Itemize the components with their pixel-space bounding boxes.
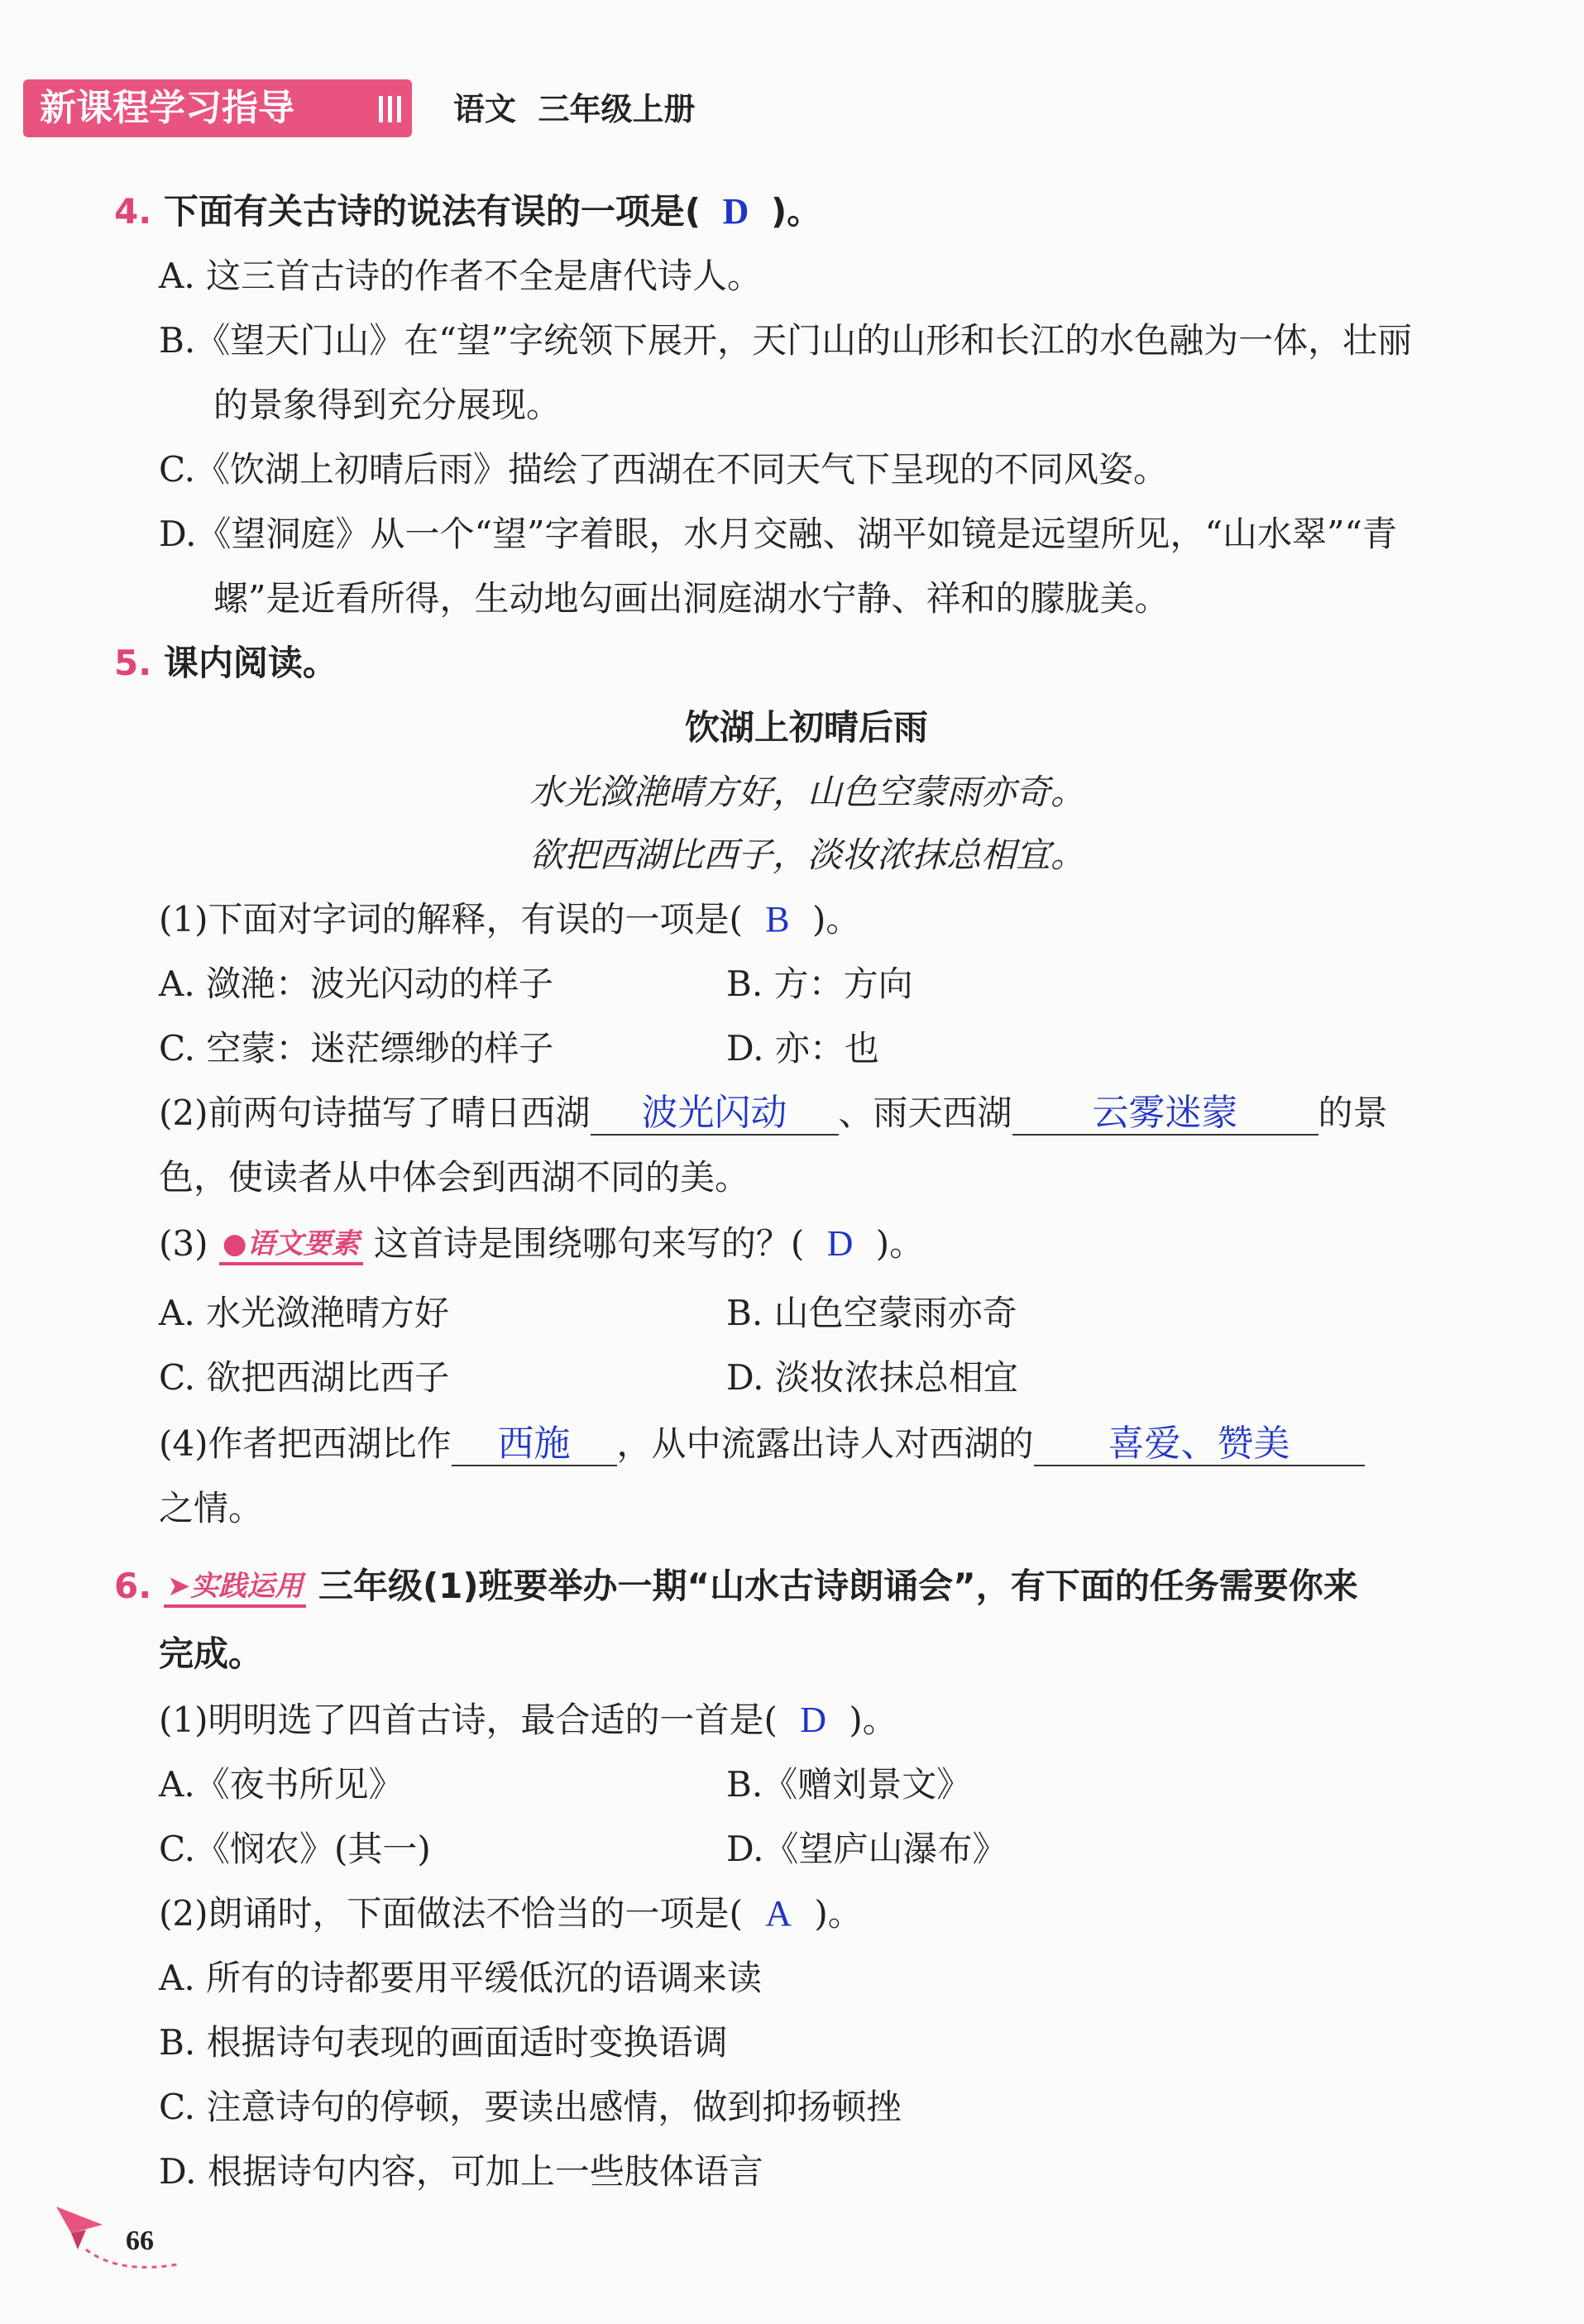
sub-question-text-mid: 、雨天西湖 [838, 1093, 1012, 1133]
badge-label: 语文要素 [246, 1227, 360, 1260]
header-subject: 语文 三年级上册 [453, 91, 696, 127]
sub-question-end: )。 [814, 1893, 863, 1934]
sub-question-2 [159, 1090, 1388, 1136]
sub-question-4-continued: 之情。 [159, 1488, 264, 1528]
blank-answer: 西施 [497, 1423, 571, 1464]
answer-mark: A [765, 1893, 792, 1934]
option-d: D. 亦：也 [726, 1028, 879, 1069]
option-b: B. 山色空蒙雨亦奇 [726, 1293, 1017, 1333]
answer-mark: D [722, 191, 749, 232]
sub-question-3 [159, 1221, 924, 1267]
answer-mark: B [765, 899, 790, 940]
question-number: 5. [114, 643, 152, 683]
question-number: 6. [114, 1566, 152, 1606]
question-stem-end: )。 [771, 191, 822, 232]
option-b: B.《望天门山》在“望”字统领下展开，天门山的山形和长江的水色融为一体，壮丽 [159, 320, 1413, 361]
option-d: D. 根据诗句内容，可加上一些肢体语言 [159, 2151, 763, 2192]
sub-question-text-end: 的景 [1318, 1093, 1388, 1133]
question-6-stem-continued: 完成。 [159, 1633, 264, 1674]
option-a: A. 潋滟：波光闪动的样子 [159, 964, 554, 1004]
header-banner-text: 新课程学习指导 [40, 87, 294, 129]
sub-question-text: (2)前两句诗描写了晴日西湖 [159, 1093, 591, 1133]
sub-question-text: (4)作者把西湖比作 [159, 1423, 452, 1464]
sub-question-2-continued: 色，使读者从中体会到西湖不同的美。 [159, 1157, 750, 1198]
option-b: B.《赠刘景文》 [726, 1764, 972, 1805]
option-d: D.《望庐山瀑布》 [726, 1829, 1007, 1869]
sub-question-end: )。 [849, 1700, 897, 1740]
page-number: 66 [126, 2226, 154, 2256]
sub-question-end: )。 [875, 1223, 925, 1264]
question-4-stem [114, 189, 821, 235]
fill-blank [1034, 1423, 1365, 1466]
blank-answer: 喜爱、赞美 [1108, 1423, 1290, 1464]
lightbulb-icon: ● [222, 1227, 247, 1260]
header-banner [23, 79, 412, 137]
fill-blank [1012, 1093, 1318, 1136]
sub-question-text: 这首诗是围绕哪句来写的？( [373, 1223, 805, 1264]
sub-question-text-mid: ，从中流露出诗人对西湖的 [616, 1423, 1034, 1464]
fill-blank [452, 1423, 617, 1466]
sub-question-prefix: (3) [159, 1223, 208, 1264]
poem-title: 饮湖上初晴后雨 [685, 707, 929, 748]
option-c: C. 空蒙：迷茫缥缈的样子 [159, 1028, 554, 1069]
poem-line-1: 水光潋滟晴方好，山色空蒙雨亦奇。 [529, 772, 1086, 812]
question-stem-text: 课内阅读。 [163, 643, 337, 683]
option-a: A. 水光潋滟晴方好 [159, 1293, 450, 1333]
option-c: C.《悯农》(其一) [159, 1829, 431, 1869]
blank-answer: 云雾迷蒙 [1092, 1093, 1238, 1133]
question-6-stem [114, 1563, 1358, 1609]
practice-badge [164, 1570, 307, 1608]
question-5-stem [114, 640, 337, 686]
blank-answer: 波光闪动 [641, 1093, 787, 1133]
banner-stripes-icon [377, 94, 404, 124]
sub-question-1 [159, 897, 860, 943]
chinese-element-badge [219, 1227, 363, 1265]
fill-blank [591, 1093, 839, 1136]
option-d-continued: 螺”是近看所得，生动地勾画出洞庭湖水宁静、祥和的朦胧美。 [213, 578, 1170, 619]
question-number: 4. [114, 191, 152, 232]
sub-question-end: )。 [811, 899, 861, 940]
option-d: D.《望洞庭》从一个“望”字着眼，水月交融、湖平如镜是远望所见，“山水翠”“青 [159, 514, 1397, 554]
answer-mark: D [826, 1223, 854, 1264]
sub-question-text: (1)下面对字词的解释，有误的一项是( [159, 899, 743, 940]
kite-icon: ➤ [166, 1569, 191, 1603]
poem-line-2: 欲把西湖比西子，淡妆浓抹总相宜。 [529, 834, 1086, 875]
option-b: B. 根据诗句表现的画面适时变换语调 [159, 2022, 728, 2063]
option-c: C. 欲把西湖比西子 [159, 1357, 450, 1398]
option-a: A.《夜书所见》 [159, 1764, 404, 1805]
option-b-continued: 的景象得到充分展现。 [213, 385, 562, 425]
answer-mark: D [800, 1700, 827, 1740]
option-c: C. 注意诗句的停顿，要读出感情，做到抑扬顿挫 [159, 2087, 902, 2127]
badge-label: 实践运用 [190, 1569, 304, 1603]
sub-question-text: (1)明明选了四首古诗，最合适的一首是( [159, 1700, 778, 1740]
paper-plane-icon [53, 2200, 185, 2274]
sub-question-2 [159, 1891, 863, 1937]
option-d: D. 淡妆浓抹总相宜 [726, 1357, 1018, 1398]
sub-question-4 [159, 1421, 1365, 1467]
option-c: C.《饮湖上初晴后雨》描绘了西湖在不同天气下呈现的不同风姿。 [159, 449, 1168, 490]
footer-decoration [53, 2200, 185, 2274]
sub-question-text: (2)朗诵时，下面做法不恰当的一项是( [159, 1893, 743, 1934]
option-b: B. 方：方向 [726, 964, 913, 1004]
question-stem-text: 下面有关古诗的说法有误的一项是( [163, 191, 701, 232]
question-stem-text: 三年级(1)班要举办一期“山水古诗朗诵会”，有下面的任务需要你来 [318, 1566, 1358, 1606]
option-a: A. 这三首古诗的作者不全是唐代诗人。 [159, 256, 763, 296]
sub-question-1 [159, 1697, 897, 1743]
option-a: A. 所有的诗都要用平缓低沉的语调来读 [159, 1958, 763, 1998]
